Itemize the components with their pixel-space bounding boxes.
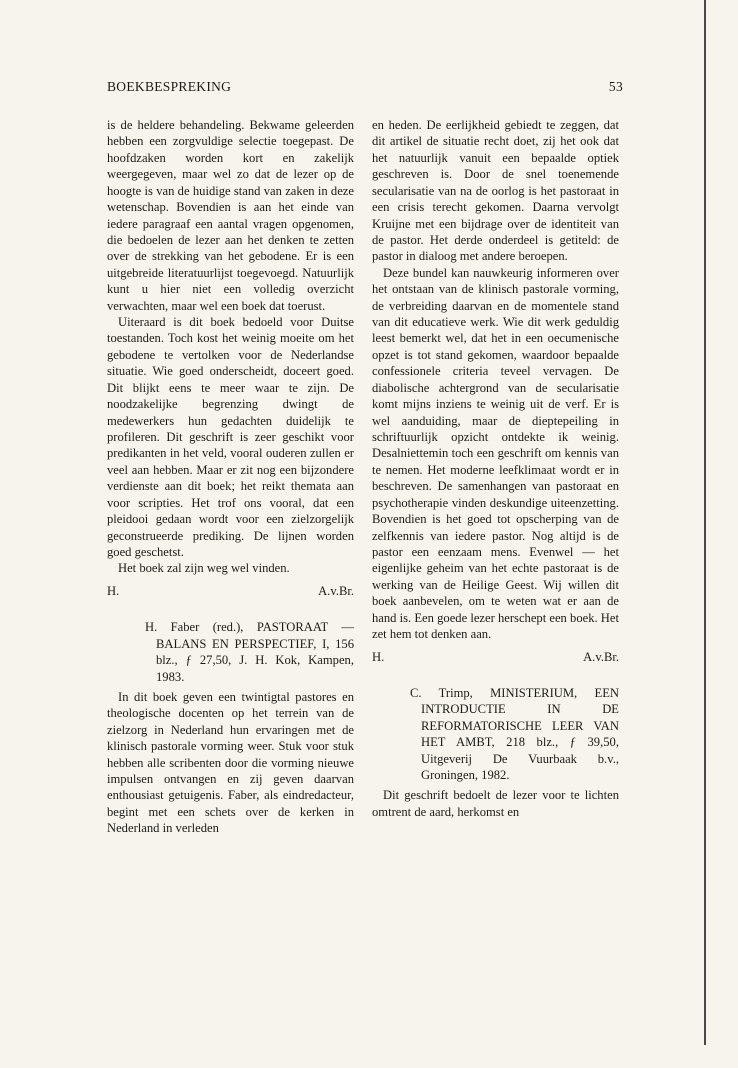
review2-paragraph-2: Deze bundel kan nauwkeurig informeren over het ontstaan van de klinisch pastorale vorming, de verbreiding daarvan en de momentele stand van dit educatieve werk. Wie dit werk geduldig leest bemerkt wel, dat het in een oecumenische opzet is tot stand gekomen, waardoor bepaalde confessionele criteria teveel vervagen. De diabolische achtergrond van de secularisatie komt mijns inziens te weinig uit de verf. Er is wel aanduiding, maar de dieptepeiling in schriftuurlijk opzicht ontdekte ik weinig. Desalniettemin toch een geschrift om kennis van te nemen. Het moderne leefklimaat wordt er in beschreven. De samenhangen van pastoraat en psychotherapie vinden deskundige uiteenzetting. Bovendien is het goed tot opscherping van de zelfkennis van iedere pastor. Nog altijd is de pastor een eenzaam mens. Evenwel — het eigenlijke geheim van het echte pastoraat is de werking van de Heilige Geest. Wij willen dit boek aanbevelen, om te weten wat er aan de hand is. Een goede lezer herschept een boek. Het zet hem tot denken aan. (372, 265, 619, 642)
review2-signoff (372, 649, 619, 665)
page-edge-line (704, 0, 706, 1045)
review1-paragraph-2: Uiteraard is dit boek bedoeld voor Duitse toestanden. Toch kost het weinig moeite om het gebodene te vertolken voor de Nederlandse situatie. Wie goed onderscheidt, doceert goed. Dit blijkt eens te meer waar te zijn. De noodzakelijke begrenzing dwingt de medewerkers hun gedachten duidelijk te profileren. Dit geschrift is zeer geschikt voor predikanten in het veld, vooral ouderen zullen er veel aan hebben. Maar er zit nog een bijzondere verdienste aan dit boek; het reikt themata aan voor scripties. Het trof ons vooral, dat een pleidooi gedaan wordt voor een zielzorgelijk geconstrueerde prediking. De lijnen worden goed geschetst. (107, 315, 354, 559)
review3-citation: C. Trimp, MINISTERIUM, EEN INTRODUCTIE IN DE REFORMATORISCHE LEER VAN HET AMBT, 218 blz., ƒ 39,50, Uitgeverij De Vuurbaak b.v., Groningen, 1982. (410, 685, 619, 783)
right-column (372, 117, 619, 820)
review1-signoff (107, 583, 354, 599)
running-header (107, 79, 623, 101)
section-title: BOEKBESPREKING (107, 79, 232, 94)
review1-paragraph-3: Het boek zal zijn weg wel vinden. (118, 561, 290, 576)
signoff-reviewer: A.v.Br. (583, 649, 619, 664)
review3-paragraph-1: Dit geschrift bedoelt de lezer voor te lichten omtrent de aard, herkomst en (372, 788, 619, 819)
review2-paragraph-1-cont: en heden. De eerlijkheid gebiedt te zeggen, dat dit artikel de situatie recht doet, zij het ook dat het natuurlijk vanuit een bepaalde optiek geschreven is. Door de snel toenemende secularisatie van na de oorlog is het pastoraat in een crisis terecht gekomen. Daarna vervolgt Kruijne met een bijdrage over de identiteit van de pastor. Het derde onderdeel is getiteld: de pastor in dialoog met andere beroepen. (372, 118, 619, 264)
left-column (107, 117, 354, 837)
review1-paragraph-1: is de heldere behandeling. Bekwame geleerden hebben een zorgvuldige selectie toegepast. De hoofdzaken worden kort en zakelijk weergegeven, maar wel zo dat de lezer op de hoogte is van de huidige stand van zaken in deze wetenschap. Bovendien is aan het einde van iedere paragraaf een aantal vragen opgenomen, die bedoelen de lezer aan het denken te zetten over de strekking van het gebodene. Er is een uitgebreide literatuurlijst toegevoegd. Natuurlijk kunt u hier niet een volledig overzicht verwachten, maar wel een boek dat toerust. (107, 118, 354, 313)
signoff-initial: H. (107, 583, 120, 598)
review2-citation: H. Faber (red.), PASTORAAT — BALANS EN PERSPECTIEF, I, 156 blz., ƒ 27,50, J. H. Kok, Kampen, 1983. (145, 620, 354, 684)
signoff-reviewer: A.v.Br. (318, 583, 354, 598)
signoff-initial: H. (372, 649, 385, 664)
review2-paragraph-1: In dit boek geven een twintigtal pastores en theologische docenten op het terrein van de zielzorg in Nederland hun ervaringen met de klinisch pastorale vorming weer. Stuk voor stuk hebben alle scribenten door die vorming nieuwe impulsen ontvangen en zij geven daarvan enthousiast getuigenis. Faber, als eindredacteur, begint met een schets over de kerken in Nederland in verleden (107, 689, 354, 836)
page-number: 53 (608, 79, 623, 94)
